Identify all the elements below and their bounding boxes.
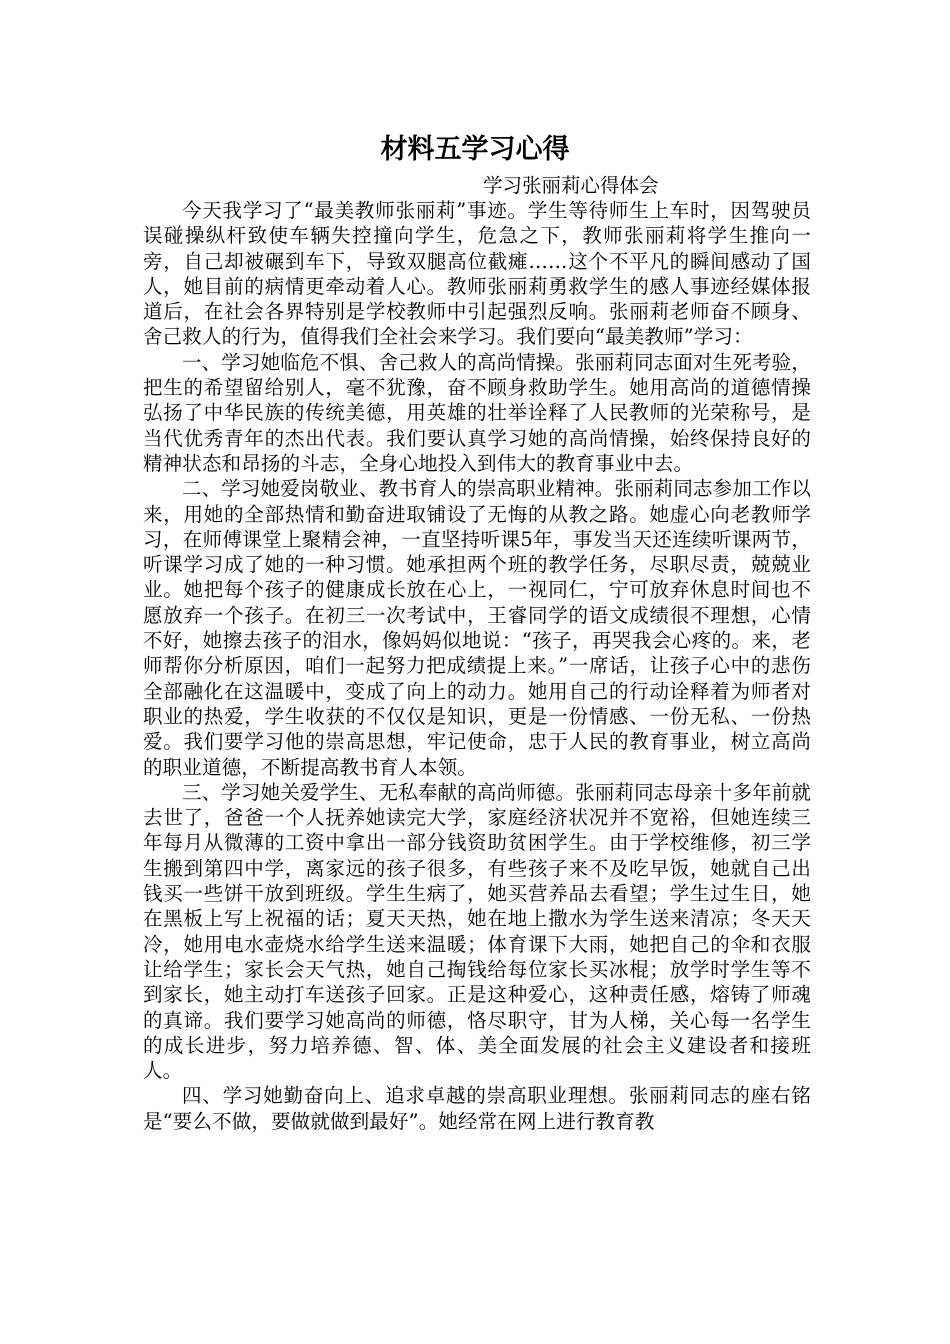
paragraph-point-three: 三、学习她关爱学生、无私奉献的高尚师德。张丽莉同志母亲十多年前就去世了，爸爸一个人抚养她读完大学，家庭经济状况并不宽裕，但她连续三年每月从微薄的工资中拿出一部分钱资助贫困学生。由于学校维修，初三学生搬到第四中学，离家远的孩子很多，有些孩子来不及吃早饭，她就自己出钱买一些饼干放到班级。学生生病了，她买营养品去看望；学生过生日，她在黑板上写上祝福的话；夏天天热，她在地上撒水为学生送来清凉；冬天天冷，她用电水壶烧水给学生送来温暖；体育课下大雨，她把自己的伞和衣服让给学生；家长会天气热，她自己掏钱给每位家长买冰棍；放学时学生等不到家长，她主动打车送孩子回家。正是这种爱心，这种责任感，熔铸了师魂的真谛。我们要学习她高尚的师德，恪尽职守，甘为人梯，关心每一名学生的成长进步，努力培养德、智、体、美全面发展的社会主义建设者和接班人。 <box>143 780 811 1083</box>
document-body <box>143 198 811 1134</box>
document-subtitle: 学习张丽莉心得体会 <box>483 174 659 197</box>
paragraph-point-four: 四、学习她勤奋向上、追求卓越的崇高职业理想。张丽莉同志的座右铭是“要么不做，要做就做到最好”。她经常在网上进行教育教 <box>143 1084 811 1133</box>
document-title: 材料五学习心得 <box>380 134 570 165</box>
paragraph-intro: 今天我学习了“最美教师张丽莉”事迹。学生等待师生上车时，因驾驶员误碰操纵杆致使车辆失控撞向学生，危急之下，教师张丽莉将学生推向一旁，自己却被碾到车下，导致双腿高位截瘫……这个不平凡的瞬间感动了国人，她目前的病情更牵动着人心。教师张丽莉勇救学生的感人事迹经媒体报道后，在社会各界特别是学校教师中引起强烈反响。张丽莉老师奋不顾身、舍己救人的行为，值得我们全社会来学习。我们要向“最美教师”学习： <box>143 199 811 349</box>
paragraph-point-one: 一、学习她临危不惧、舍己救人的高尚情操。张丽莉同志面对生死考验，把生的希望留给别人，毫不犹豫，奋不顾身救助学生。她用高尚的道德情操弘扬了中华民族的传统美德，用英雄的壮举诠释了人民教师的光荣称号，是当代优秀青年的杰出代表。我们要认真学习她的高尚情操，始终保持良好的精神状态和昂扬的斗志，全身心地投入到伟大的教育事业中去。 <box>143 350 811 475</box>
paragraph-point-two: 二、学习她爱岗敬业、教书育人的崇高职业精神。张丽莉同志参加工作以来，用她的全部热情和勤奋进取铺设了无悔的从教之路。她虚心向老教师学习，在师傅课堂上聚精会神，一直坚持听课5年，事发当天还连续听课两节，听课学习成了她的一种习惯。她承担两个班的教学任务，尽职尽责，兢兢业业。她把每个孩子的健康成长放在心上，一视同仁，宁可放弃休息时间也不愿放弃一个孩子。在初三一次考试中，王睿同学的语文成绩很不理想，心情不好，她擦去孩子的泪水，像妈妈似地说：“孩子，再哭我会心疼的。来，老师帮你分析原因，咱们一起努力把成绩提上来。”一席话，让孩子心中的悲伤全部融化在这温暖中，变成了向上的动力。她用自己的行动诠释着为师者对职业的热爱，学生收获的不仅仅是知识，更是一份情感、一份无私、一份热爱。我们要学习他的崇高思想，牢记使命，忠于人民的教育事业，树立高尚的职业道德，不断提高教书育人本领。 <box>143 477 811 779</box>
